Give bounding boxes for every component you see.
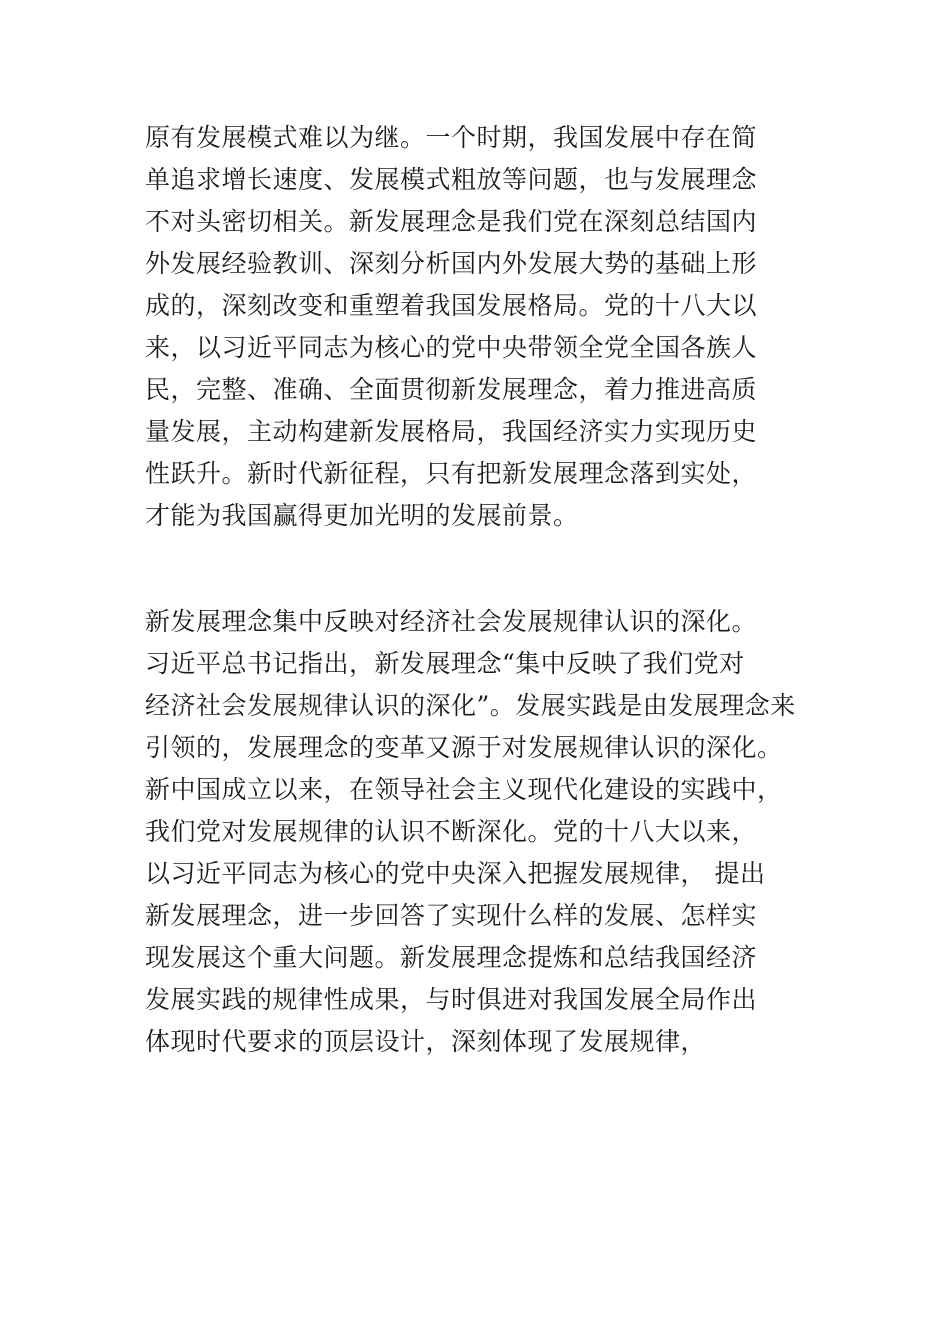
- text-line: 来，以习近平同志为核心的党中央带领全党全国各族人: [145, 333, 758, 362]
- text-line: 新发展理念，进一步回答了实现什么样的发展、怎样实: [145, 901, 758, 930]
- text-line: 民，完整、准确、全面贯彻新发展理念，着力推进高质: [145, 375, 758, 404]
- text-line: 才能为我国赢得更加光明的发展前景。: [145, 501, 579, 530]
- text-line: 不对头密切相关。新发展理念是我们党在深刻总结国内: [145, 207, 758, 236]
- text-line: 体现时代要求的顶层设计，深刻体现了发展规律，: [145, 1027, 707, 1056]
- paragraph-2: [145, 601, 835, 1063]
- text-line: 我们党对发展规律的认识不断深化。党的十八大以来，: [145, 817, 758, 846]
- text-line: 量发展，主动构建新发展格局，我国经济实力实现历史: [145, 417, 758, 446]
- paragraph-1: [145, 117, 835, 537]
- text-line: 成的，深刻改变和重塑着我国发展格局。党的十八大以: [145, 291, 758, 320]
- text-line: 习近平总书记指出，新发展理念“集中反映了我们党对: [145, 649, 745, 678]
- text-line: 发展实践的规律性成果，与时俱进对我国发展全局作出: [145, 985, 758, 1014]
- text-line: 现发展这个重大问题。新发展理念提炼和总结我国经济: [145, 943, 758, 972]
- text-line: 以习近平同志为核心的党中央深入把握发展规律， 提出: [145, 859, 766, 888]
- text-line: 单追求增长速度、发展模式粗放等问题，也与发展理念: [145, 165, 758, 194]
- text-line: 经济社会发展规律认识的深化”。发展实践是由发展理念来: [145, 691, 796, 720]
- text-line: 性跃升。新时代新征程，只有把新发展理念落到实处，: [145, 459, 758, 488]
- text-line: 原有发展模式难以为继。一个时期，我国发展中存在简: [145, 123, 758, 152]
- text-line: 新发展理念集中反映对经济社会发展规律认识的深化。: [145, 607, 758, 636]
- text-line: 新中国成立以来，在领导社会主义现代化建设的实践中，: [145, 775, 783, 804]
- text-line: 外发展经验教训、深刻分析国内外发展大势的基础上形: [145, 249, 758, 278]
- text-line: 引领的，发展理念的变革又源于对发展规律认识的深化。: [145, 733, 783, 762]
